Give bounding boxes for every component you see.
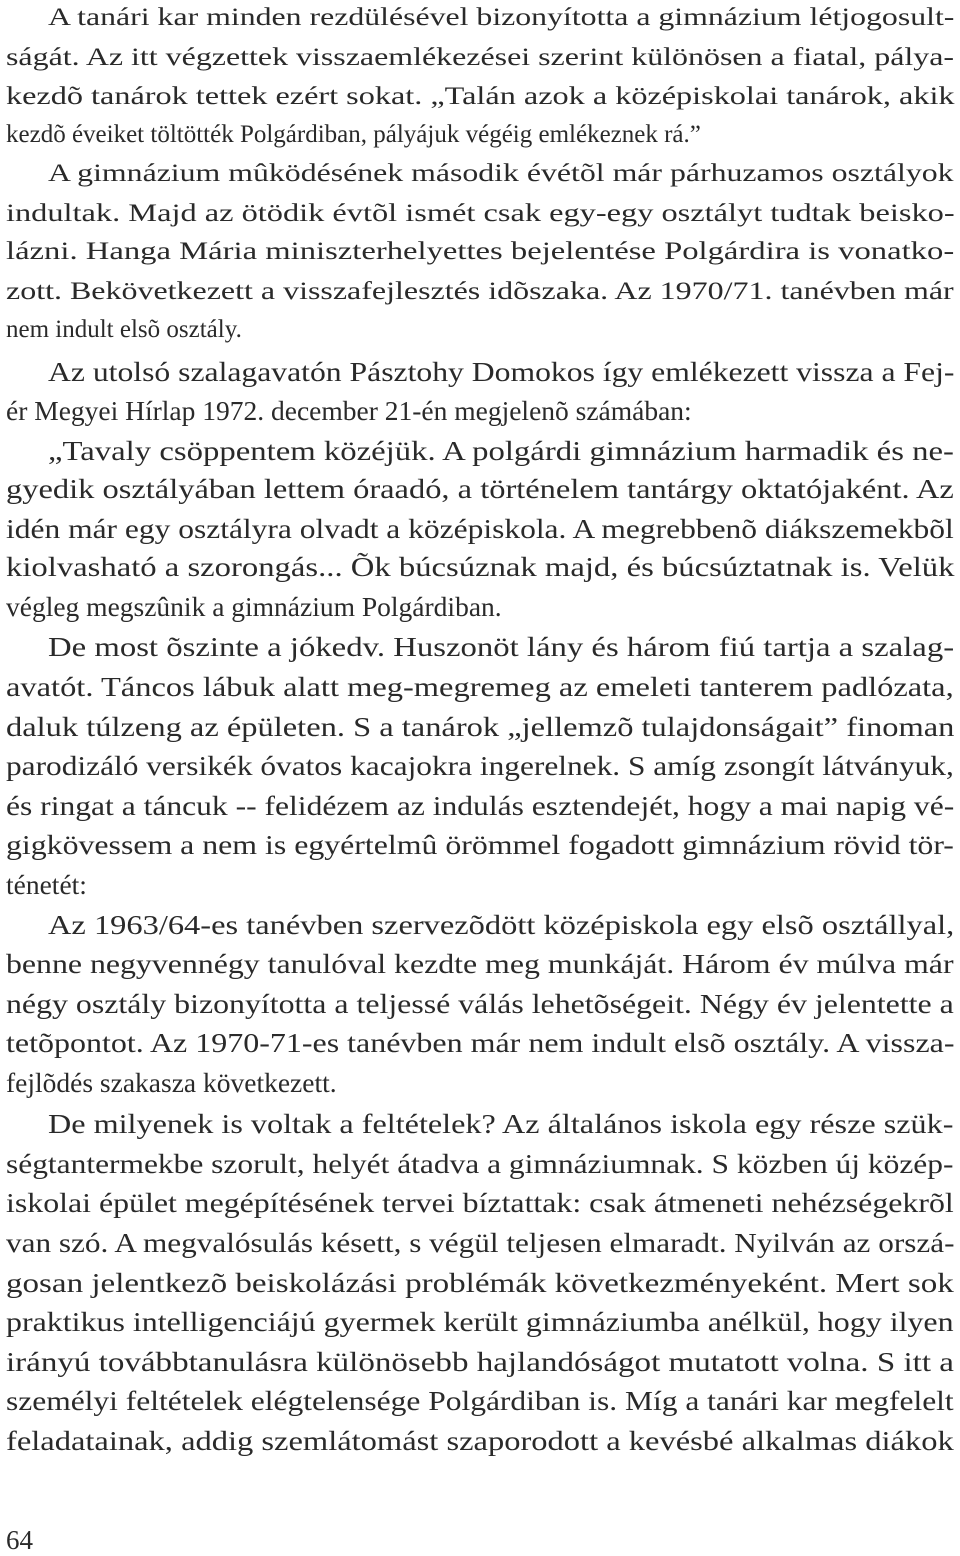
text-line: Az 1963/64-es tanévben szervezõdött középiskola egy elsõ osztállyal,: [48, 909, 955, 940]
text-line: kiolvasható a szorongás... Õk búcsúznak majd, és búcsúztatnak is. Velük: [6, 551, 955, 582]
text-line: és ringat a táncuk -- felidézem az indulás esztendejét, hogy a mai napig vé-: [6, 790, 955, 821]
text-line: ténetét:: [6, 869, 87, 900]
text-line: irányú továbbtanulásra különösebb hajlandóságot mutatott volna. S itt a: [6, 1346, 954, 1377]
text-line: De milyenek is voltak a feltételek? Az általános iskola egy része szük-: [48, 1108, 954, 1139]
text-line: kezdõ éveiket töltötték Polgárdiban, pályájuk végéig emlékeznek rá.”: [6, 121, 701, 148]
text-line: daluk túlzeng az épületen. S a tanárok „jellemzõ tulajdonságait” finoman: [6, 711, 955, 742]
text-line: gigkövessem a nem is egyértelmû örömmel fogadott gimnázium rövid tör-: [6, 829, 954, 860]
text-line: nem indult elsõ osztály.: [6, 316, 242, 343]
text-line: benne negyvennégy tanulóval kezdte meg munkáját. Három év múlva már: [6, 948, 954, 979]
text-line: gosan jelentkezõ beiskolázási problémák következményeként. Mert sok: [6, 1267, 954, 1298]
text-line: van szó. A megvalósulás késett, s végül teljesen elmaradt. Nyilván az orszá-: [6, 1227, 955, 1258]
text-line: indultak. Majd az ötödik évtõl ismét csak egy-egy osztályt tudtak beisko-: [6, 200, 955, 227]
text-line: személyi feltételek elégtelensége Polgárdiban is. Míg a tanári kar megfelelt: [6, 1385, 954, 1416]
text-line: parodizáló versikék óvatos kacajokra ingerelnek. S amíg zsongít látványuk,: [6, 750, 954, 781]
text-line: praktikus intelligenciájú gyermek került gimnáziumba anélkül, hogy ilyen: [6, 1306, 954, 1337]
page-number: 64: [6, 1525, 33, 1555]
text-line: avatót. Táncos lábuk alatt meg-megremeg az emeleti tanterem padlózata,: [6, 671, 954, 702]
text-line: zott. Bekövetkezett a visszafejlesztés idõszaka. Az 1970/71. tanévben már: [6, 278, 954, 305]
text-line: gyedik osztályában lettem óraadó, a történelem tantárgy oktatójaként. Az: [6, 473, 954, 504]
text-line: ér Megyei Hírlap 1972. december 21-én megjelenõ számában:: [6, 395, 692, 426]
text-line: lázni. Hanga Mária miniszterhelyettes bejelentése Polgárdira is vonatko-: [6, 238, 955, 265]
text-line: fejlõdés szakasza következett.: [6, 1067, 337, 1098]
text-line: feladatainak, addig szemlátomást szaporodott a kevésbé alkalmas diákok: [6, 1425, 954, 1456]
text-line: négy osztály bizonyította a teljessé válás lehetõségeit. Négy év jelentette a: [6, 988, 954, 1019]
text-line: iskolai épület megépítésének tervei bíztattak: csak átmeneti nehézségekrõl: [6, 1187, 954, 1218]
text-line: tetõpontot. Az 1970-71-es tanévben már nem indult elsõ osztály. A vissza-: [6, 1027, 955, 1058]
text-line: kezdõ tanárok tettek ezért sokat. „Talán azok a középiskolai tanárok, akik: [6, 83, 955, 110]
text-line: Az utolsó szalagavatón Pásztohy Domokos így emlékezett vissza a Fej-: [48, 356, 955, 387]
text-line: A gimnázium mûködésének második évétõl már párhuzamos osztályok: [48, 160, 954, 187]
text-line: „Tavaly csöppentem közéjük. A polgárdi gimnázium harmadik és ne-: [48, 435, 954, 466]
text-line: idén már egy osztályra olvadt a középiskola. A megrebbenõ diákszemekbõl: [6, 513, 954, 544]
text-line: A tanári kar minden rezdülésével bizonyította a gimnázium létjogosult-: [48, 4, 955, 31]
text-line: De most õszinte a jókedv. Huszonöt lány és három fiú tartja a szalag-: [48, 631, 955, 662]
text-line: ségtantermekbe szorult, helyét átadva a gimnáziumnak. S közben új közép-: [6, 1148, 954, 1179]
text-line: végleg megszûnik a gimnázium Polgárdiban.: [6, 591, 502, 622]
text-line: ságát. Az itt végzettek visszaemlékezései szerint különösen a fiatal, pálya-: [6, 44, 955, 71]
